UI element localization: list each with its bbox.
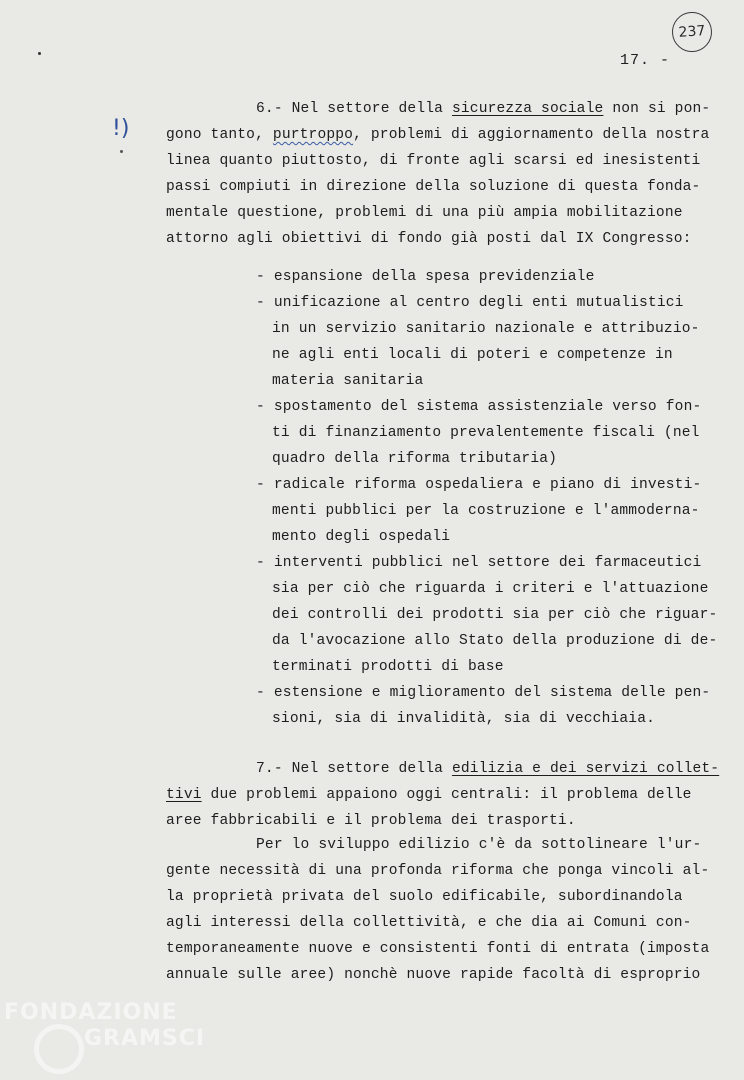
watermark-line2: GRAMSCI — [84, 1026, 206, 1051]
bullet-line: - spostamento del sistema assistenziale verso fon- — [256, 399, 702, 415]
text-line: 6.- Nel settore della sicurezza sociale non si pon- — [256, 101, 711, 117]
bullet-line: - radicale riforma ospedaliera e piano di investi- — [256, 477, 702, 493]
text-line: attorno agli obiettivi di fondo già posti dal IX Congresso: — [166, 231, 692, 247]
bullet-line: da l'avocazione allo Stato della produzione di de- — [272, 633, 718, 649]
page-stamp: 237 — [671, 11, 714, 54]
text-line: mentale questione, problemi di una più ampia mobilitazione — [166, 205, 683, 221]
bullet-line: quadro della riforma tributaria) — [272, 451, 558, 467]
bullet-line: sioni, sia di invalidità, sia di vecchiaia. — [272, 711, 656, 727]
bullet-line: in un servizio sanitario nazionale e attribuzio- — [272, 321, 700, 337]
bullet-line: terminati prodotti di base — [272, 659, 504, 675]
text-line: Per lo sviluppo edilizio c'è da sottolineare l'ur- — [256, 837, 702, 853]
underlined-phrase: tivi — [166, 787, 202, 803]
text-line: tivi due problemi appaiono oggi centrali: il problema delle — [166, 787, 692, 803]
bullet-line: ti di finanziamento prevalentemente fiscali (nel — [272, 425, 700, 441]
bullet-line: - unificazione al centro degli enti mutualistici — [256, 295, 684, 311]
text-line: 7.- Nel settore della edilizia e dei servizi collet- — [256, 761, 720, 777]
text-line: gente necessità di una profonda riforma che ponga vincoli al- — [166, 863, 710, 879]
bullet-line: sia per ciò che riguarda i criteri e l'attuazione — [272, 581, 709, 597]
text-line: aree fabbricabili e il problema dei trasporti. — [166, 813, 576, 829]
corner-mark — [38, 52, 41, 55]
bullet-line: - estensione e miglioramento del sistema delle pen- — [256, 685, 711, 701]
text-line: temporaneamente nuove e consistenti fonti di entrata (imposta — [166, 941, 710, 957]
bullet-line: materia sanitaria — [272, 373, 424, 389]
text-line: annuale sulle aree) nonchè nuove rapide facoltà di esproprio — [166, 967, 701, 983]
watermark-logo-icon — [34, 1024, 84, 1074]
bullet-line: mento degli ospedali — [272, 529, 451, 545]
underlined-phrase: sicurezza sociale — [451, 101, 604, 117]
bullet-line: - espansione della spesa previdenziale — [256, 269, 595, 285]
text-line: la proprietà privata del suolo edificabile, subordinandola — [166, 889, 683, 905]
watermark — [4, 996, 244, 1076]
margin-mark — [120, 150, 123, 153]
text-line: linea quanto piuttosto, di fronte agli scarsi ed inesistenti — [166, 153, 701, 169]
bullet-line: ne agli enti locali di poteri e competenze in — [272, 347, 673, 363]
bullet-line: menti pubblici per la costruzione e l'ammoderna- — [272, 503, 700, 519]
page-number: 17. - — [620, 52, 671, 69]
bullet-line: - interventi pubblici nel settore dei farmaceutici — [256, 555, 702, 571]
margin-annotation: !) — [112, 116, 130, 141]
text-line: agli interessi della collettività, e che dia ai Comuni con- — [166, 915, 692, 931]
text-line: passi compiuti in direzione della soluzione di questa fonda- — [166, 179, 701, 195]
underlined-phrase: edilizia e dei servizi collet- — [451, 761, 720, 777]
watermark-line1: FONDAZIONE — [4, 1000, 178, 1025]
bullet-line: dei controlli dei prodotti sia per ciò che riguar- — [272, 607, 718, 623]
underlined-phrase: purtroppo — [272, 127, 354, 143]
text-line: gono tanto, purtroppo, problemi di aggiornamento della nostra — [166, 127, 710, 143]
